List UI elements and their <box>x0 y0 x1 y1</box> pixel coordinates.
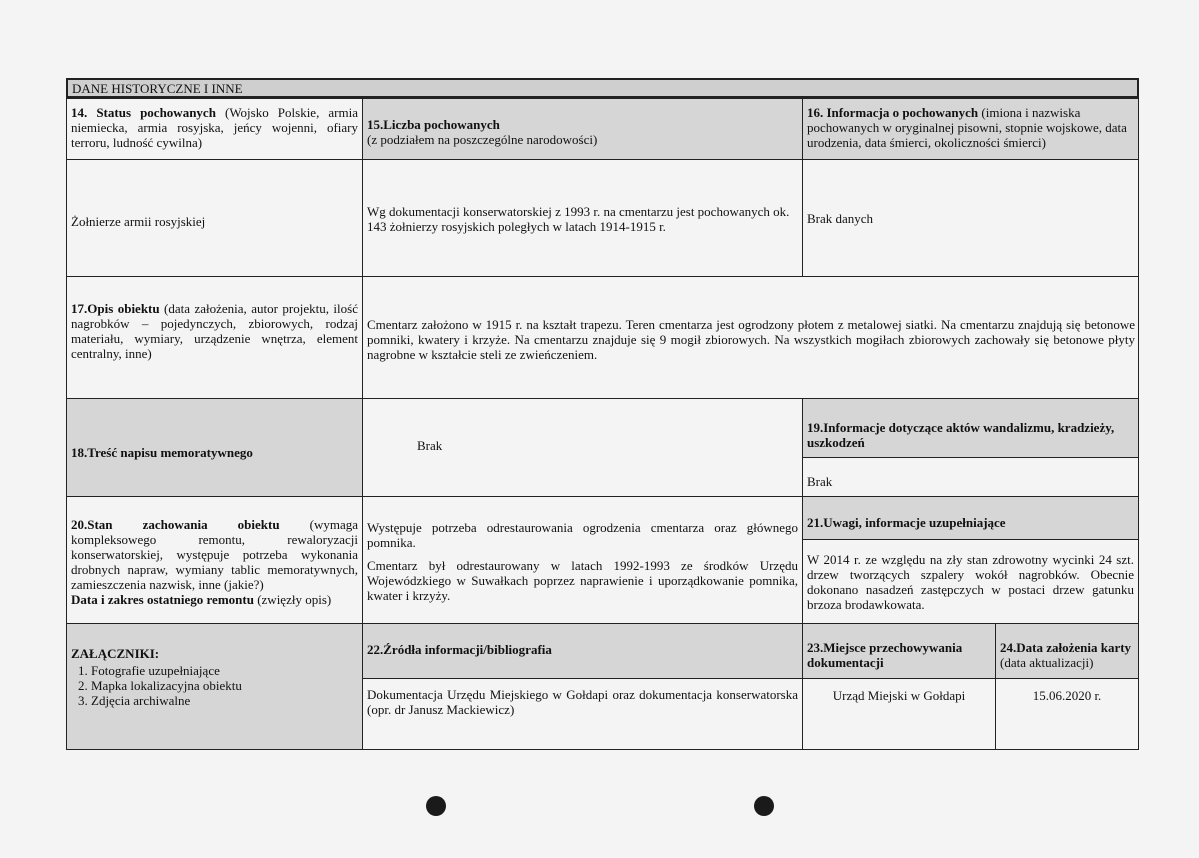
attachments-list <box>71 663 358 708</box>
section-header: DANE HISTORYCZNE I INNE <box>66 78 1139 98</box>
field-14-hint: (Wojsko Polskie, armia niemiecka, armia rosyjska, jeńcy wojenni, ofiary terroru, ludność cywilna) <box>71 105 358 150</box>
field-18-value: Brak <box>417 438 443 453</box>
field-16-title: 16. Informacja o pochowanych <box>807 105 979 120</box>
field-22-label <box>362 623 803 679</box>
field-15-value: Wg dokumentacji konserwatorskiej z 1993 r. na cmentarzu jest pochowanych ok. 143 żołnierzy rosyjskich poległych w latach 1914-1915 r. <box>367 204 790 234</box>
field-21-value-cell <box>802 539 1139 624</box>
attachments-title: ZAŁĄCZNIKI: <box>71 646 160 661</box>
field-17-hint: (data założenia, autor projektu, ilość nagrobków – pojedynczych, zbiorowych, rodzaj materiału, wymiary, urządzenie wnętrza, element centralny, inne) <box>71 301 358 361</box>
field-18-value-cell <box>362 398 803 497</box>
field-23-title: 23.Miejsce przechowywania dokumentacji <box>807 640 963 670</box>
field-21-value: W 2014 r. ze względu na zły stan zdrowotny wycinki 24 szt. drzew tworzących szpalery wokół nagrobków. Obecnie dokonano nasadzeń zastępczych w postaci drzew gatunku brzoza brodawkowata. <box>807 552 1134 612</box>
attachment-item: 1. Fotografie uzupełniające <box>91 663 358 678</box>
field-20-label <box>66 496 363 624</box>
field-16-value: Brak danych <box>807 211 874 226</box>
field-14-value: Żołnierze armii rosyjskiej <box>71 214 206 229</box>
field-15-hint: (z podziałem na poszczególne narodowości) <box>367 132 598 147</box>
field-14-title: 14. Status pochowanych <box>71 105 216 120</box>
field-20-title: 20.Stan zachowania obiektu <box>71 517 280 532</box>
attachment-item: 3. Zdjęcia archiwalne <box>91 693 358 708</box>
field-24-value-cell <box>995 678 1139 750</box>
field-22-title: 22.Źródła informacji/bibliografia <box>367 642 552 657</box>
field-20-hint-2: (zwięzły opis) <box>253 592 332 607</box>
field-24-hint: (data aktualizacji) <box>1000 655 1094 670</box>
field-17-label <box>66 276 363 399</box>
field-24-title: 24.Data założenia karty <box>1000 640 1132 655</box>
field-20-title-2: Data i zakres ostatniego remontu <box>71 592 254 607</box>
field-23-label <box>802 623 996 679</box>
field-22-value: Dokumentacja Urzędu Miejskiego w Gołdapi oraz dokumentacja konserwatorska (opr. dr Janusz Mackiewicz) <box>367 687 798 717</box>
attachment-item: 2. Mapka lokalizacyjna obiektu <box>91 678 358 693</box>
field-17-title: 17.Opis obiektu <box>71 301 160 316</box>
field-19-label <box>802 398 1139 458</box>
field-19-value-cell <box>802 457 1139 497</box>
field-15-label <box>362 98 803 160</box>
field-19-value: Brak <box>807 474 833 489</box>
field-20-value-2: Cmentarz był odrestaurowany w latach 1992-1993 ze środków Urzędu Wojewódzkiego w Suwałkach poprzez naprawienie i uporządkowanie pomnika, kwater i krzyży. <box>367 558 798 603</box>
field-19-title: 19.Informacje dotyczące aktów wandalizmu, kradzieży, uszkodzeń <box>807 420 1115 450</box>
field-16-label <box>802 98 1139 160</box>
field-24-value: 15.06.2020 r. <box>1032 688 1102 703</box>
attachments-cell <box>66 623 363 750</box>
field-20-value-cell <box>362 496 803 624</box>
field-23-value-cell <box>802 678 996 750</box>
field-16-hint: (imiona i nazwiska pochowanych w oryginalnej pisowni, stopnie wojskowe, data urodzenia, data śmierci, okoliczności śmierci) <box>807 105 1127 150</box>
punch-hole-right <box>754 796 774 816</box>
field-20-hint: (wymaga kompleksowego remontu, rewaloryzacji konserwatorskiej, występuje potrzeba wykonania drobnych napraw, wymiany tablic memoratywnych, zamieszczenia nazwisk, inne (jakie?) <box>71 517 358 592</box>
field-15-title: 15.Liczba pochowanych <box>367 117 500 132</box>
field-17-value-cell <box>362 276 1139 399</box>
field-21-label <box>802 496 1139 540</box>
field-20-value-1: Występuje potrzeba odrestaurowania ogrodzenia cmentarza oraz głównego pomnika. <box>367 520 798 550</box>
field-16-value-cell <box>802 159 1139 277</box>
punch-hole-left <box>426 796 446 816</box>
field-14-label <box>66 98 363 160</box>
field-18-label <box>66 398 363 497</box>
field-14-value-cell <box>66 159 363 277</box>
field-22-value-cell <box>362 678 803 750</box>
field-17-value: Cmentarz założono w 1915 r. na kształt trapezu. Teren cmentarza jest ogrodzony płotem z metalowej siatki. Na cmentarzu znajdują się betonowe pomniki, kwatery i krzyże. Na cmentarzu znajduje się 9 mogił zbiorowych. Na wszystkich mogiłach zbiorowych zachowały się betonowe płyty nagrobne w kształcie steli ze zwieńczeniem. <box>367 317 1135 362</box>
field-18-title: 18.Treść napisu memoratywnego <box>71 445 253 460</box>
field-24-label <box>995 623 1139 679</box>
field-15-value-cell <box>362 159 803 277</box>
field-23-value: Urząd Miejski w Gołdapi <box>832 688 966 703</box>
field-21-title: 21.Uwagi, informacje uzupełniające <box>807 515 1006 530</box>
